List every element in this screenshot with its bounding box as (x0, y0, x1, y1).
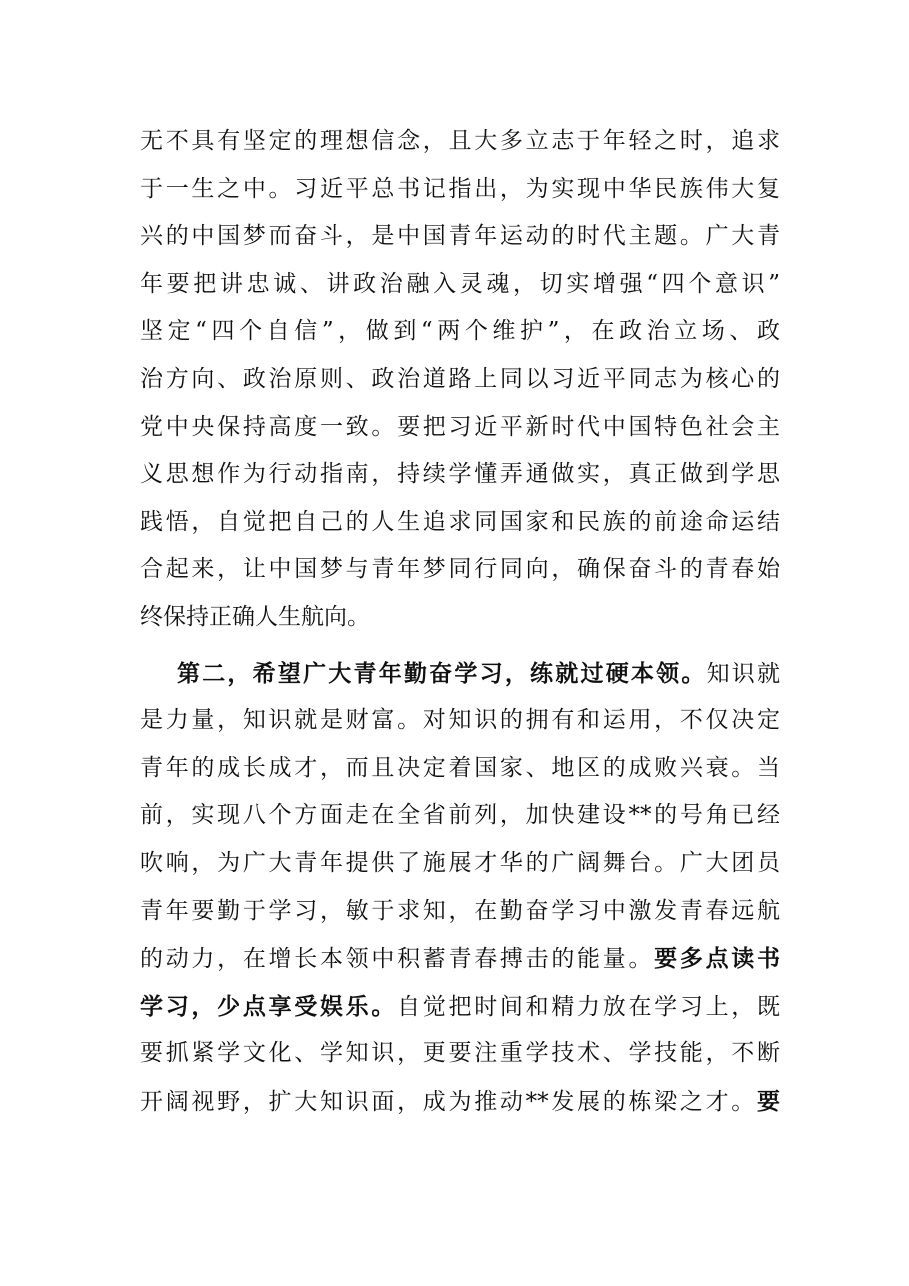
body-text (140, 118, 780, 1125)
text-line: 要抓紧学文化、学知识，更要注重学技术、学技能，不断 (140, 1040, 780, 1067)
paragraph-1 (140, 118, 780, 642)
text-run: 的动力，在增长本领中积蓄青春搏击的能量。 (140, 946, 655, 973)
text-line: 治方向、政治原则、政治道路上同以习近平同志为核心的 (140, 365, 780, 392)
text-line: 合起来，让中国梦与青年梦同行同向，确保奋斗的青春始 (140, 556, 780, 583)
text-line: 吹响，为广大青年提供了施展才华的广阔舞台。广大团员 (140, 849, 780, 876)
text-line: 坚定“四个自信”，做到“两个维护”，在政治立场、政 (140, 318, 780, 345)
text-run: 开阔视野，扩大知识面，成为推动**发展的栋梁之才。 (140, 1088, 757, 1115)
text-line: 党中央保持高度一致。要把习近平新时代中国特色社会主 (140, 413, 780, 440)
text-line: 于一生之中。习近平总书记指出，为实现中华民族伟大复 (140, 175, 780, 202)
text-line: 终保持正确人生航向。 (140, 603, 370, 630)
bold-text-run: 学习，少点享受娱乐。 (140, 992, 398, 1020)
text-line (140, 1078, 780, 1126)
text-line (140, 983, 780, 1031)
bold-text-run: 要多点读书 (654, 945, 781, 973)
section-heading: 第二，希望广大青年勤奋学习，练就过硬本领。 (177, 659, 707, 687)
text-line: 青年要勤于学习，敏于求知，在勤奋学习中激发青春远航 (140, 897, 780, 924)
text-line: 兴的中国梦而奋斗，是中国青年运动的时代主题。广大青 (140, 223, 780, 250)
text-line: 是力量，知识就是财富。对知识的拥有和运用，不仅决定 (140, 707, 780, 734)
text-line: 年要把讲忠诚、讲政治融入灵魂，切实增强“四个意识” (140, 270, 780, 297)
paragraph-2 (140, 650, 780, 1126)
text-line (140, 650, 780, 698)
text-line: 无不具有坚定的理想信念，且大多立志于年轻之时，追求 (140, 128, 780, 154)
text-line: 前，实现八个方面走在全省前列，加快建设**的号角已经 (140, 802, 780, 829)
bold-text-run: 要 (757, 1087, 780, 1115)
text-line: 践悟，自觉把自己的人生追求同国家和民族的前途命运结 (140, 508, 780, 535)
text-line: 青年的成长成才，而且决定着国家、地区的成败兴衰。当 (140, 754, 780, 781)
text-run: 知识就 (706, 660, 781, 687)
text-line: 义思想作为行动指南，持续学懂弄通做实，真正做到学思 (140, 461, 780, 488)
text-line (140, 935, 780, 983)
text-run: 自觉把时间和精力放在学习上，既 (397, 993, 781, 1020)
